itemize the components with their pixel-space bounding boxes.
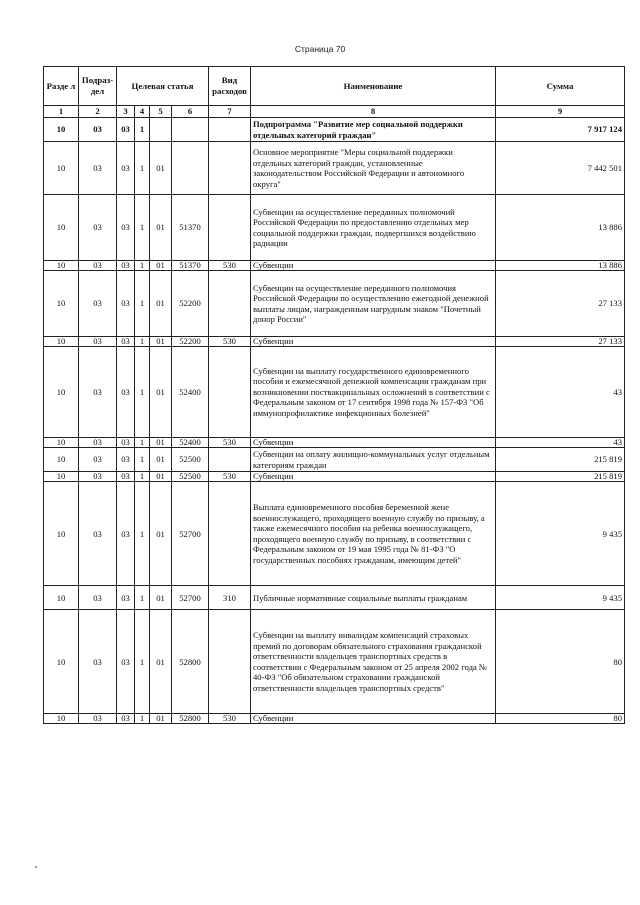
cell-target-1: 03 — [117, 438, 135, 448]
table-row — [44, 438, 625, 448]
cell-podrazdel: 03 — [79, 610, 117, 714]
cell-target-1: 03 — [117, 337, 135, 347]
cell-sum: 7 442 501 — [496, 142, 625, 195]
column-number: 8 — [251, 106, 496, 118]
cell-sum: 9 435 — [496, 586, 625, 610]
column-number-row — [44, 106, 625, 118]
cell-expense-type: 530 — [209, 714, 251, 724]
cell-target-4 — [172, 118, 209, 142]
cell-target-2: 1 — [135, 118, 150, 142]
cell-podrazdel: 03 — [79, 195, 117, 261]
cell-podrazdel: 03 — [79, 586, 117, 610]
cell-name: Субвенции — [251, 472, 496, 482]
cell-target-1: 03 — [117, 261, 135, 271]
cell-target-1: 03 — [117, 448, 135, 472]
cell-target-1: 03 — [117, 714, 135, 724]
cell-target-1: 03 — [117, 347, 135, 438]
cell-name: Субвенции на оплату жилищно-коммунальных услуг отдельным категориям граждан — [251, 448, 496, 472]
header-sum: Сумма — [496, 67, 625, 106]
page-number-label: Страница 70 — [294, 44, 346, 54]
cell-name: Публичные нормативные социальные выплаты гражданам — [251, 586, 496, 610]
cell-sum: 9 435 — [496, 482, 625, 586]
table-row — [44, 714, 625, 724]
cell-target-2: 1 — [135, 482, 150, 586]
cell-expense-type — [209, 142, 251, 195]
table-row — [44, 142, 625, 195]
table-row — [44, 261, 625, 271]
cell-target-2: 1 — [135, 586, 150, 610]
table-row — [44, 472, 625, 482]
cell-sum: 13 886 — [496, 195, 625, 261]
cell-sum: 13 886 — [496, 261, 625, 271]
table-row — [44, 271, 625, 337]
cell-target-3: 01 — [150, 271, 172, 337]
table-row — [44, 347, 625, 438]
column-number: 5 — [150, 106, 172, 118]
cell-expense-type: 530 — [209, 438, 251, 448]
cell-target-1: 03 — [117, 586, 135, 610]
cell-target-3: 01 — [150, 347, 172, 438]
cell-razdel: 10 — [44, 610, 79, 714]
cell-target-3: 01 — [150, 195, 172, 261]
cell-target-2: 1 — [135, 261, 150, 271]
cell-name: Субвенции — [251, 438, 496, 448]
table-row — [44, 195, 625, 261]
cell-target-4: 52400 — [172, 347, 209, 438]
cell-sum: 7 917 124 — [496, 118, 625, 142]
cell-podrazdel: 03 — [79, 472, 117, 482]
cell-target-2: 1 — [135, 438, 150, 448]
cell-target-1: 03 — [117, 271, 135, 337]
cell-target-1: 03 — [117, 482, 135, 586]
cell-podrazdel: 03 — [79, 438, 117, 448]
column-number: 6 — [172, 106, 209, 118]
cell-target-1: 03 — [117, 195, 135, 261]
cell-target-3: 01 — [150, 714, 172, 724]
cell-target-2: 1 — [135, 337, 150, 347]
cell-podrazdel: 03 — [79, 261, 117, 271]
cell-sum: 43 — [496, 347, 625, 438]
table-row — [44, 610, 625, 714]
cell-podrazdel: 03 — [79, 714, 117, 724]
cell-target-3: 01 — [150, 482, 172, 586]
cell-razdel: 10 — [44, 448, 79, 472]
cell-sum: 27 133 — [496, 337, 625, 347]
column-number: 7 — [209, 106, 251, 118]
header-expense-type: Вид расходов — [209, 67, 251, 106]
cell-name: Субвенции — [251, 261, 496, 271]
cell-razdel: 10 — [44, 195, 79, 261]
cell-target-2: 1 — [135, 610, 150, 714]
cell-target-4: 52800 — [172, 714, 209, 724]
cell-sum: 43 — [496, 438, 625, 448]
table-row — [44, 586, 625, 610]
header-podrazdel: Подраз- дел — [79, 67, 117, 106]
column-number: 9 — [496, 106, 625, 118]
budget-table — [43, 66, 625, 724]
column-number: 2 — [79, 106, 117, 118]
header-name: Наименование — [251, 67, 496, 106]
cell-target-2: 1 — [135, 271, 150, 337]
cell-razdel: 10 — [44, 118, 79, 142]
cell-sum: 80 — [496, 610, 625, 714]
cell-target-1: 03 — [117, 118, 135, 142]
table-row-subprogram — [44, 118, 625, 142]
cell-razdel: 10 — [44, 337, 79, 347]
cell-target-3: 01 — [150, 261, 172, 271]
cell-razdel: 10 — [44, 347, 79, 438]
cell-sum: 80 — [496, 714, 625, 724]
table-row — [44, 448, 625, 472]
cell-target-2: 1 — [135, 195, 150, 261]
cell-target-4: 52200 — [172, 271, 209, 337]
cell-razdel: 10 — [44, 472, 79, 482]
cell-name: Подпрограмма "Развитие мер социальной поддержки отдельных категорий граждан" — [251, 118, 496, 142]
cell-target-2: 1 — [135, 448, 150, 472]
cell-expense-type — [209, 118, 251, 142]
cell-expense-type — [209, 347, 251, 438]
cell-razdel: 10 — [44, 482, 79, 586]
cell-podrazdel: 03 — [79, 482, 117, 586]
cell-target-3: 01 — [150, 337, 172, 347]
cell-podrazdel: 03 — [79, 142, 117, 195]
cell-target-3: 01 — [150, 610, 172, 714]
cell-target-3: 01 — [150, 586, 172, 610]
cell-target-4: 52500 — [172, 472, 209, 482]
cell-expense-type — [209, 610, 251, 714]
cell-target-4: 52400 — [172, 438, 209, 448]
cell-target-3: 01 — [150, 438, 172, 448]
table-row — [44, 337, 625, 347]
cell-sum: 27 133 — [496, 271, 625, 337]
cell-target-4: 52700 — [172, 586, 209, 610]
cell-target-3: 01 — [150, 472, 172, 482]
cell-target-1: 03 — [117, 610, 135, 714]
cell-target-4: 52800 — [172, 610, 209, 714]
cell-target-3 — [150, 118, 172, 142]
scan-mark — [35, 866, 37, 868]
cell-expense-type: 530 — [209, 472, 251, 482]
cell-target-2: 1 — [135, 472, 150, 482]
cell-target-4: 52200 — [172, 337, 209, 347]
cell-target-1: 03 — [117, 142, 135, 195]
cell-razdel: 10 — [44, 714, 79, 724]
cell-target-1: 03 — [117, 472, 135, 482]
cell-expense-type — [209, 482, 251, 586]
header-target-article: Целевая статья — [117, 67, 209, 106]
cell-podrazdel: 03 — [79, 448, 117, 472]
cell-podrazdel: 03 — [79, 337, 117, 347]
table-header-row — [44, 67, 625, 106]
cell-razdel: 10 — [44, 271, 79, 337]
cell-target-4: 52700 — [172, 482, 209, 586]
cell-expense-type: 530 — [209, 337, 251, 347]
cell-podrazdel: 03 — [79, 118, 117, 142]
cell-name: Субвенции на осуществление переданных полномочий Российской Федерации по предоставлению отдельных мер социальной поддержки граждан, подвергшихся воздействию радиации — [251, 195, 496, 261]
cell-sum: 215 819 — [496, 448, 625, 472]
cell-name: Выплата единовременного пособия беременной жене военнослужащего, проходящего военную службу по призыву, а также ежемесячного пособия на ребенка военнослужащего, проходящего военную службу по призыву, в соответствии с Федеральным законом от 19 мая 1995 года № 81-ФЗ "О государственных пособиях гражданам, имеющим детей" — [251, 482, 496, 586]
cell-razdel: 10 — [44, 586, 79, 610]
cell-razdel: 10 — [44, 438, 79, 448]
cell-target-2: 1 — [135, 714, 150, 724]
cell-name: Субвенции на осуществление переданного полномочия Российской Федерации по осуществлению ежегодной денежной выплаты лицам, награжденным нагрудным знаком "Почетный донор России" — [251, 271, 496, 337]
cell-target-4 — [172, 142, 209, 195]
column-number: 1 — [44, 106, 79, 118]
cell-target-2: 1 — [135, 347, 150, 438]
cell-target-4: 51370 — [172, 195, 209, 261]
cell-razdel: 10 — [44, 142, 79, 195]
cell-podrazdel: 03 — [79, 271, 117, 337]
cell-podrazdel: 03 — [79, 347, 117, 438]
cell-expense-type: 530 — [209, 261, 251, 271]
cell-target-3: 01 — [150, 448, 172, 472]
cell-name: Субвенции — [251, 714, 496, 724]
column-number: 4 — [135, 106, 150, 118]
cell-expense-type — [209, 448, 251, 472]
cell-name: Субвенции — [251, 337, 496, 347]
cell-target-3: 01 — [150, 142, 172, 195]
cell-sum: 215 819 — [496, 472, 625, 482]
cell-razdel: 10 — [44, 261, 79, 271]
header-razdel: Разде л — [44, 67, 79, 106]
cell-expense-type — [209, 271, 251, 337]
cell-expense-type — [209, 195, 251, 261]
cell-expense-type: 310 — [209, 586, 251, 610]
cell-target-4: 51370 — [172, 261, 209, 271]
cell-name: Основное мероприятие "Меры социальной поддержки отдельных категорий граждан, установленные законодательством Российской Федерации и автономного округа" — [251, 142, 496, 195]
cell-target-2: 1 — [135, 142, 150, 195]
cell-name: Субвенции на выплату инвалидам компенсаций страховых премий по договорам обязательного страхования гражданской ответственности владельцев транспортных средств в соответствии с Федеральным законом от 25 апреля 2002 года № 40-ФЗ "Об обязательном страховании гражданской ответственности владельцев транспортных средств" — [251, 610, 496, 714]
cell-name: Субвенции на выплату государственного единовременного пособия и ежемесячной денежной компенсации гражданам при возникновении поствакцинальных осложнений в соответствии с Федеральным законом от 17 сентября 1998 года № 157-ФЗ "Об иммунопрофилактике инфекционных болезней" — [251, 347, 496, 438]
column-number: 3 — [117, 106, 135, 118]
table-row — [44, 482, 625, 586]
cell-target-4: 52500 — [172, 448, 209, 472]
